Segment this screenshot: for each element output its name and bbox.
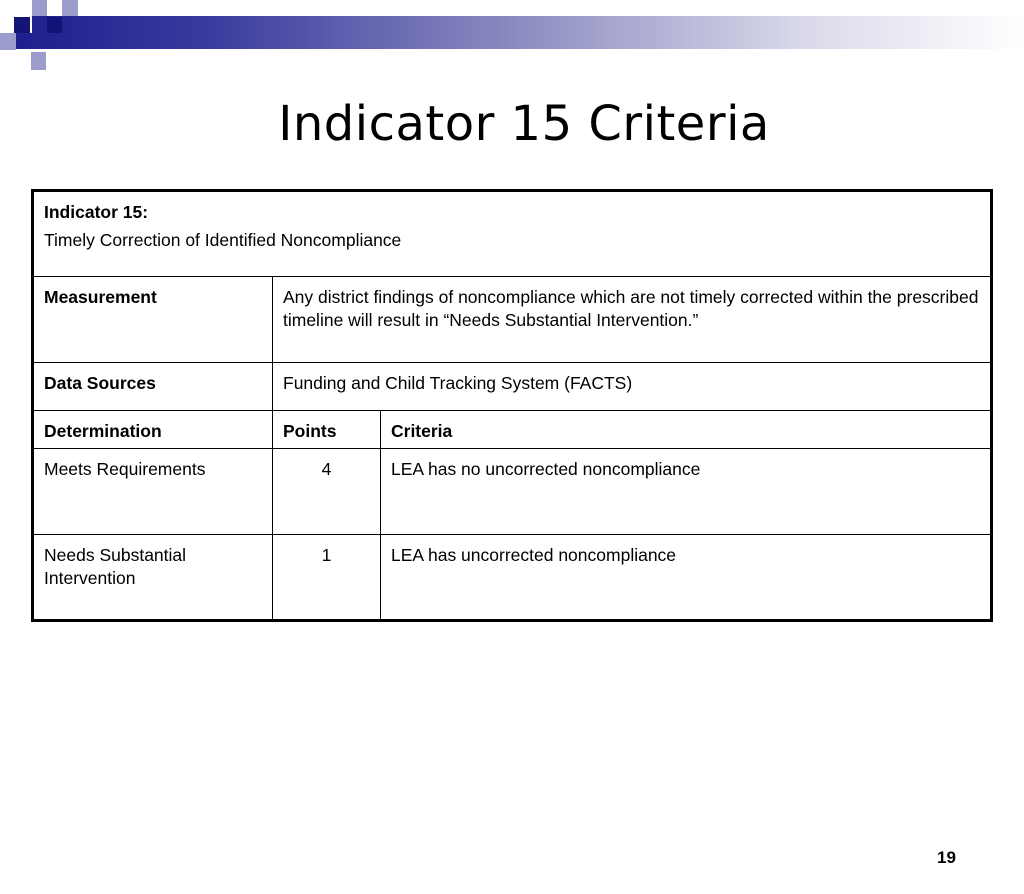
row-determination: Meets Requirements bbox=[33, 449, 273, 535]
row-criteria: LEA has uncorrected noncompliance bbox=[381, 535, 992, 621]
measurement-label: Measurement bbox=[33, 277, 273, 363]
column-header-row bbox=[33, 411, 992, 449]
row-determination bbox=[33, 535, 273, 621]
table-row bbox=[33, 449, 992, 535]
row-points: 4 bbox=[273, 449, 381, 535]
indicator-label: Indicator 15: bbox=[44, 202, 149, 222]
page-number: 19 bbox=[937, 848, 956, 867]
header-gradient-bar bbox=[0, 16, 1024, 49]
table-row bbox=[33, 535, 992, 621]
slide-title: Indicator 15 Criteria bbox=[278, 96, 770, 152]
data-sources-value: Funding and Child Tracking System (FACTS) bbox=[273, 363, 992, 411]
indicator-description: Timely Correction of Identified Noncompliance bbox=[44, 230, 402, 250]
column-header-criteria: Criteria bbox=[381, 411, 992, 449]
row-determination-text: Needs Substantial Intervention bbox=[44, 545, 187, 588]
data-sources-row bbox=[33, 363, 992, 411]
indicator-cell bbox=[33, 191, 992, 277]
measurement-value: Any district findings of noncompliance which are not timely corrected within the prescribed timeline will result in “Needs Substantial Intervention.” bbox=[273, 277, 992, 363]
data-sources-label: Data Sources bbox=[33, 363, 273, 411]
measurement-row bbox=[33, 277, 992, 363]
indicator-row bbox=[33, 191, 992, 277]
column-header-points: Points bbox=[273, 411, 381, 449]
row-points: 1 bbox=[273, 535, 381, 621]
row-criteria: LEA has no uncorrected noncompliance bbox=[381, 449, 992, 535]
criteria-table bbox=[31, 189, 993, 622]
column-header-determination: Determination bbox=[33, 411, 273, 449]
